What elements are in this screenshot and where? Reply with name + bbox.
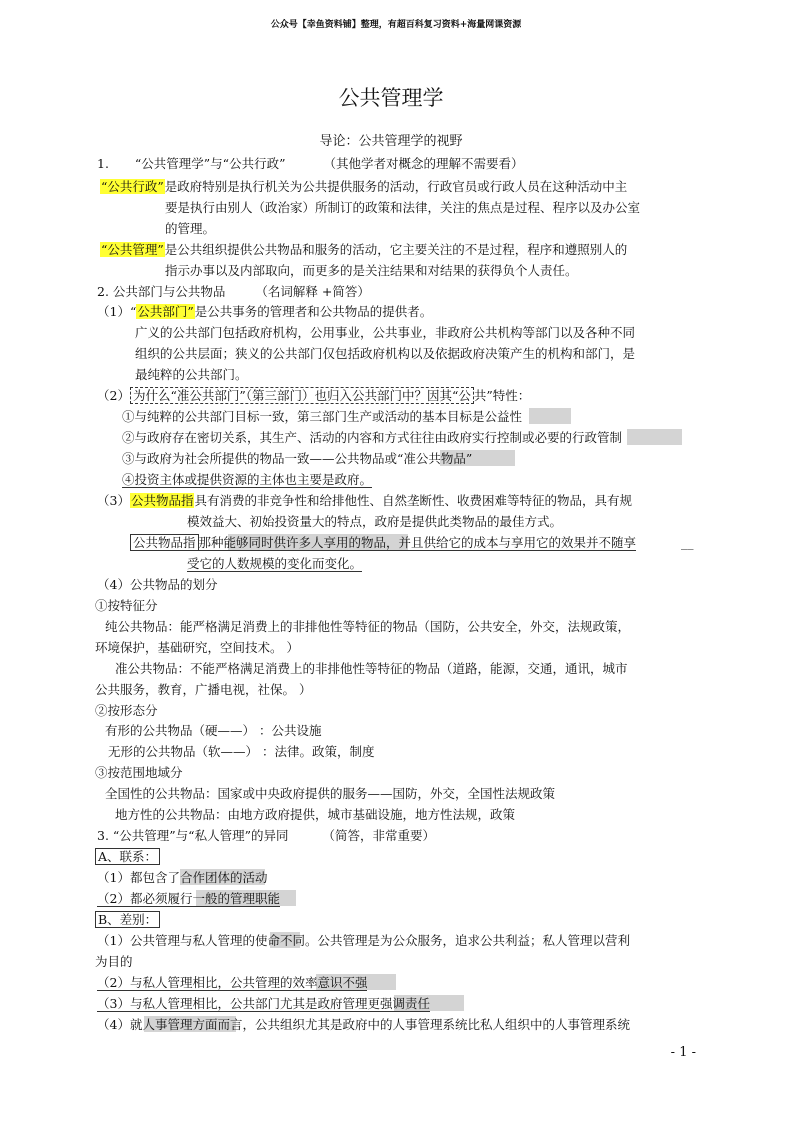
national-public-goods: 全国性的公共物品：国家或中央政府提供的服务——国防，外交，全国性法规政策 — [105, 786, 556, 801]
quasi-sector-item-1: ①与纯粹的公共部门目标一致，第三部门生产或活动的基本目标是公益性 — [122, 409, 523, 424]
section-3-title: 3. “公共管理”与“私人管理”的异同 — [97, 828, 289, 843]
difference-2: （2）与私人管理相比，公共管理的效率意识不强 — [97, 975, 368, 990]
public-goods-line-2: 模效益大、初始投资量大的特点，政府是提供此类物品的最佳方式。 — [187, 514, 563, 529]
quasi-public-goods-line-1: 准公共物品：不能严格满足消费上的非排他性等特征的物品（道路，能源，交通，通讯，城市 — [115, 661, 628, 676]
public-sector-line-4: 最纯粹的公共部门。 — [135, 367, 248, 382]
top-banner: 公众号【幸鱼资料铺】整理，有超百科复习资料+海量网课资源 — [270, 20, 522, 30]
public-sector-definition: （1）“公共部门”是公共事务的管理者和公共物品的提供者。 — [97, 304, 433, 319]
goods-classification-heading: （4）公共物品的划分 — [97, 577, 218, 592]
public-goods-line-4: 受它的人数规模的变化而变化。 — [187, 556, 363, 571]
difference-3: （3）与私人管理相比，公共部门尤其是政府管理更强调责任 — [97, 996, 430, 1011]
chapter-subtitle: 导论：公共管理学的视野 — [319, 134, 463, 149]
section-2-note: （名词解释 +简答） — [255, 284, 370, 299]
public-management-line-2: 指示办事以及内部取向，而更多的是关注结果和对结果的获得负个人责任。 — [165, 263, 578, 278]
public-sector-line-3: 组织的公共层面；狭义的公共部门仅包括政府机构以及依据政府决策产生的机构和部门，是 — [135, 346, 636, 361]
section-2-title: 2. 公共部门与公共物品 — [97, 284, 226, 299]
quasi-sector-item-4: ④投资主体或提供资源的主体也主要是政府。 — [122, 472, 373, 487]
public-admin-line-2: 要是执行由别人（政治家）所制订的政策和法律，关注的焦点是过程、程序以及办公室 — [165, 200, 641, 215]
public-admin-term: “公共行政” — [101, 179, 164, 194]
quasi-sector-question-box: 为什么“准公共部门”（第三部门）也归入公共部门中？因其“公 — [130, 387, 474, 404]
pure-public-goods-line-2: 环境保护，基础研究，空间技术。 ） — [95, 640, 299, 655]
tangible-public-goods: 有形的公共物品（硬——） ：公共设施 — [105, 723, 322, 738]
section-3-note: （简答，非常重要） — [322, 828, 435, 843]
public-admin-definition — [100, 178, 627, 196]
quasi-public-goods-line-2: 公共服务，教育，广播电视，社保。 ） — [95, 682, 312, 697]
section-2-heading — [97, 283, 370, 301]
classify-by-form: ②按形态分 — [95, 703, 158, 718]
difference-1-line-1: （1）公共管理与私人管理的使命不同。公共管理是为公众服务，追求公共利益；私人管理以营利 — [97, 933, 630, 948]
public-sector-term: 公共部门” — [137, 304, 194, 319]
difference-1-line-2: 为目的 — [95, 954, 133, 969]
difference-4: （4）就人事管理方面而言，公共组织尤其是政府中的人事管理系统比私人组织中的人事管理系统 — [97, 1017, 630, 1032]
page-title: 公共管理学 — [338, 86, 444, 110]
quasi-sector-item-3: ③与政府为社会所提供的物品一致——公共物品或“准公共物品” — [122, 451, 473, 466]
gray-mark — [627, 429, 682, 445]
similarity-1: （1）都包含了合作团体的活动 — [97, 870, 268, 885]
public-goods-definition: （3）公共物品指具有消费的非竞争性和给排他性、自然垄断性、收费困难等特征的物品，具有规 — [97, 493, 632, 508]
public-management-definition — [100, 241, 627, 259]
section-1-note: （其他学者对概念的理解不需要看） — [323, 156, 524, 171]
public-goods-definition-2: 公共物品指 那种能够同时供许多人享用的物品，并且供给它的成本与享用它的效果并不随享 — [130, 534, 636, 552]
public-goods-term-box: 公共物品指 — [130, 534, 199, 551]
similarity-2: （2）都必须履行一般的管理职能 — [97, 891, 280, 906]
classify-by-scope: ③按范围地域分 — [95, 765, 183, 780]
public-goods-term: 公共物品指 — [130, 493, 194, 508]
section-1-heading — [97, 155, 523, 173]
pure-public-goods-line-1: 纯公共物品：能严格满足消费上的非排他性等特征的物品（国防，公共安全，外交，法规政策， — [105, 619, 631, 634]
quasi-sector-question: （2） 为什么“准公共部门”（第三部门）也归入公共部门中？因其“公 共”特性： — [97, 388, 531, 403]
public-admin-line-1: 是政府特别是执行机关为公共提供服务的活动，行政官员或行政人员在这种活动中主 — [164, 179, 628, 194]
gray-mark — [529, 408, 571, 424]
section-1-title: “公共管理学”与“公共行政” — [134, 156, 286, 171]
page-number: - 1 - — [670, 1045, 696, 1060]
public-management-term: “公共管理” — [101, 242, 164, 257]
differences-heading: B、差别： — [95, 911, 160, 929]
local-public-goods: 地方性的公共物品：由地方政府提供，城市基础设施，地方性法规，政策 — [115, 807, 516, 822]
classify-by-feature: ①按特征分 — [95, 598, 158, 613]
section-1-number: 1. — [97, 156, 109, 171]
section-3-heading — [97, 827, 435, 845]
public-admin-line-3: 的管理。 — [165, 221, 216, 236]
underline-mark: __ — [681, 535, 694, 550]
public-management-line-1: 是公共组织提供公共物品和服务的活动，它主要关注的不是过程，程序和遵照别人的 — [164, 242, 628, 257]
similarities-heading: A、联系： — [95, 848, 160, 866]
intangible-public-goods: 无形的公共物品（软——） ：法律。政策，制度 — [108, 744, 375, 759]
public-sector-line-2: 广义的公共部门包括政府机构，公用事业，公共事业，非政府公共机构等部门以及各种不同 — [135, 325, 636, 340]
quasi-sector-item-2: ②与政府存在密切关系，其生产、活动的内容和方式往往由政府实行控制或必要的行政管制 — [122, 430, 623, 445]
